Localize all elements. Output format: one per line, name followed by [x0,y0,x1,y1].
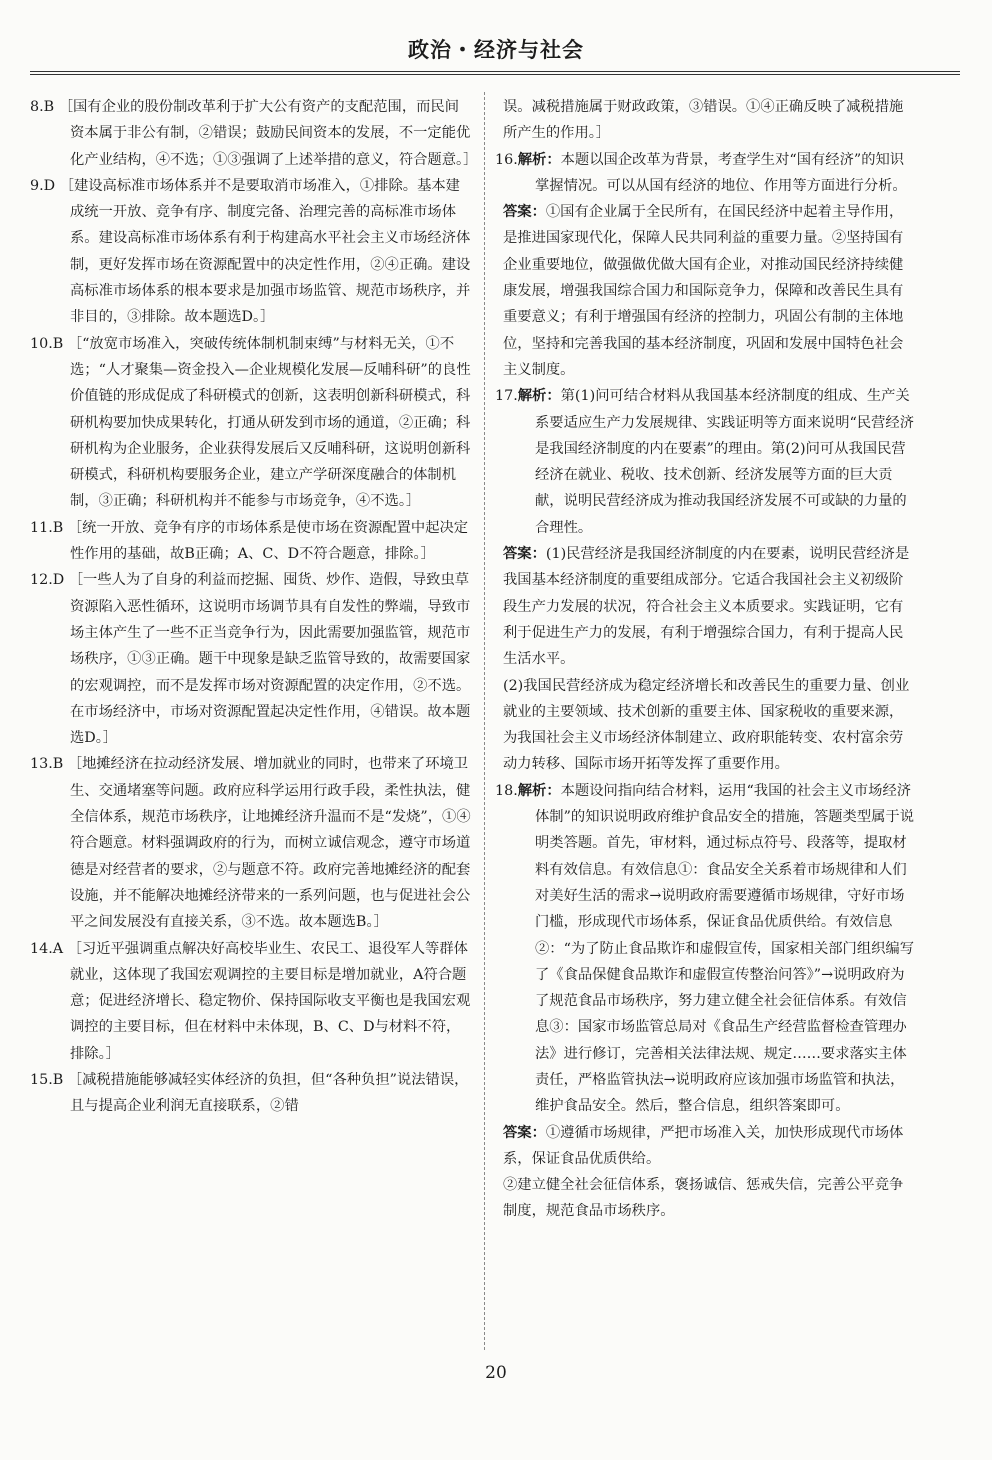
answer-17-body: 答案：(1)民营经济是我国经济制度的内在要素，说明民营经济是我国基本经济制度的重要组成部分。它适合我国社会主义初级阶段生产力发展的状况，符合社会主义本质要求。实践证明，它有利于促进生产力的发展，有利于增强综合国力，有利于提高人民生活水平。 (2)我国民营经济成为稳定经济增长和改善民生的重要力量、创业就业的主要领域、技术创新的重要主体、国家税收的重要来源，为我国社会主义市场经济体制建立、政府职能转变、农村富余劳动力转移、国际市场开拓等发挥了重要作用。 [503,546,910,773]
answer-item-10: 10.B ［“放宽市场准入，突破传统体制机制束缚”与材料无关，①不选；“人才聚集—资金投入—企业规模化发展—反哺科研”的良性价值链的形成促成了科研模式的创新，这表明创新科研模式，科研机构要加快成果转化，打通从研发到市场的通道，②正确；科研机构为企业服务，企业获得发展后又反哺科研，这说明创新科研模式，科研机构要服务企业，建立产学研深度融合的体制机制，③正确；科研机构并不能参与市场竞争，④不选。］ [30,335,471,510]
answer-item-8: 8.B ［国有企业的股份制改革利于扩大公有资产的支配范围，而民间资本属于非公有制，②错误；鼓励民间资本的发展，不一定能优化产业结构，④不选；①③强调了上述举措的意义，符合题意。］ [30,99,478,168]
page-number: 20 [485,1363,507,1383]
answer-item-12: 12.D ［一些人为了自身的利益而挖掘、囤货、炒作、造假，导致虫草资源陷入恶性循环，这说明市场调节具有自发性的弊端，导致市场主体产生了一些不正当竞争行为，因此需要加强监管，规范市场秩序，①③正确。题干中现象是缺乏监管导致的，故需要国家的宏观调控，而不是发挥市场对资源配置的决定作用，②不选。在市场经济中，市场对资源配置起决定性作用，④错误。故本题选D。］ [30,572,471,747]
answer-item-14: 14.A ［习近平强调重点解决好高校毕业生、农民工、退役军人等群体就业，这体现了我国宏观调控的主要目标是增加就业，A符合题意；促进经济增长、稳定物价、保持国际收支平衡也是我国宏观调控的主要目标，但在材料中未体现，B、C、D与材料不符，排除。］ [30,940,471,1062]
answer-item-16: 16.解析：本题以国企改革为背景，考查学生对“国有经济”的知识掌握情况。可以从国有经济的地位、作用等方面进行分析。 [495,151,907,194]
answer-item-18: 18.解析：本题设问指向结合材料，运用“我国的社会主义市场经济体制”的知识说明政府维护食品安全的措施，答题类型属于说明类答题。首先，审材料，通过标点符号、段落等，提取材料有效信息。有效信息①：食品安全关系着市场规律和人们对美好生活的需求→说明政府需要遵循市场规律，守好市场门槛，形成现代市场体系，保证食品优质供给。有效信息②：“为了防止食品欺诈和虚假宣传，国家相关部门组织编写了《食品保健食品欺诈和虚假宣传整治问答》”→说明政府为了规范食品市场秩序，努力建立健全社会征信体系。有效信息③：国家市场监管总局对《食品生产经营监督检查管理办法》进行修订，完善相关法律法规、规定……要求落实主体责任，严格监管执法→说明政府应该加强市场监管和执法，维护食品安全。然后，整合信息，组织答案即可。 [495,782,915,1115]
right-column [495,94,915,1225]
answer-16-body: 答案：①国有企业属于全民所有，在国民经济中起着主导作用，是推进国家现代化，保障人民共同利益的重要力量。②坚持国有企业重要地位，做强做优做大国有企业，对推动国民经济持续健康发展，增强我国综合国力和国际竞争力，保障和改善民生具有重要意义；有利于增强国有经济的控制力，巩固公有制的主体地位，坚持和完善我国的基本经济制度，巩固和发展中国特色社会主义制度。 [503,204,904,378]
page-title: 政治・经济与社会 [408,37,584,62]
answer-item-15: 15.B ［减税措施能够减轻实体经济的负担，但“各种负担”说法错误，且与提高企业利润无直接联系，②错 [30,1071,469,1115]
answer-item-9: 9.D ［建设高标准市场体系并不是要取消市场准入，①排除。基本建成统一开放、竞争有序、制度完备、治理完善的高标准市场体系。建设高标准市场体系有利于构建高水平社会主义市场经济体制，更好发挥市场在资源配置中的决定性作用，②④正确。建设高标准市场体系的根本要求是加强市场监管、规范市场秩序，并非目的，③排除。故本题选D。］ [30,177,471,326]
answer-item-11: 11.B ［统一开放、竞争有序的市场体系是使市场在资源配置中起决定性作用的基础，故B正确；A、C、D不符合题意，排除。］ [30,519,469,563]
left-column [30,94,478,1120]
answer-item-17: 17.解析：第(1)问可结合材料从我国基本经济制度的组成、生产关系要适应生产力发展规律、实践证明等方面来说明“民营经济是我国经济制度的内在要素”的理由。第(2)问可从我国民营经济在就业、税收、技术创新、经济发展等方面的巨大贡献，说明民营经济成为推动我国经济发展不可或缺的力量的合理性。 [495,388,915,536]
answer-item-13: 13.B ［地摊经济在拉动经济发展、增加就业的同时，也带来了环境卫生、交通堵塞等问题。政府应科学运用行政手段，柔性执法，健全信体系，规范市场秩序，让地摊经济升温而不是“发烧”，①④符合题意。材料强调政府的行为，而树立诚信观念，遵守市场道德是对经营者的要求，②与题意不符。政府完善地摊经济的配套设施，并不能解决地摊经济带来的一系列问题，也与促进社会公平之间发展没有直接关系，③不选。故本题选B。］ [30,756,471,931]
answer-18-body: 答案：①遵循市场规律，严把市场准入关，加快形成现代市场体系，保证食品优质供给。 ②建立健全社会征信体系，褒扬诚信、惩戒失信，完善公平竞争制度，规范食品市场秩序。 [503,1124,904,1220]
header-rule [30,71,960,75]
column-divider [484,92,485,1350]
answer-item-15-continued: 误。减税措施属于财政政策，③错误。①④正确反映了减税措施所产生的作用。］ [503,99,904,142]
